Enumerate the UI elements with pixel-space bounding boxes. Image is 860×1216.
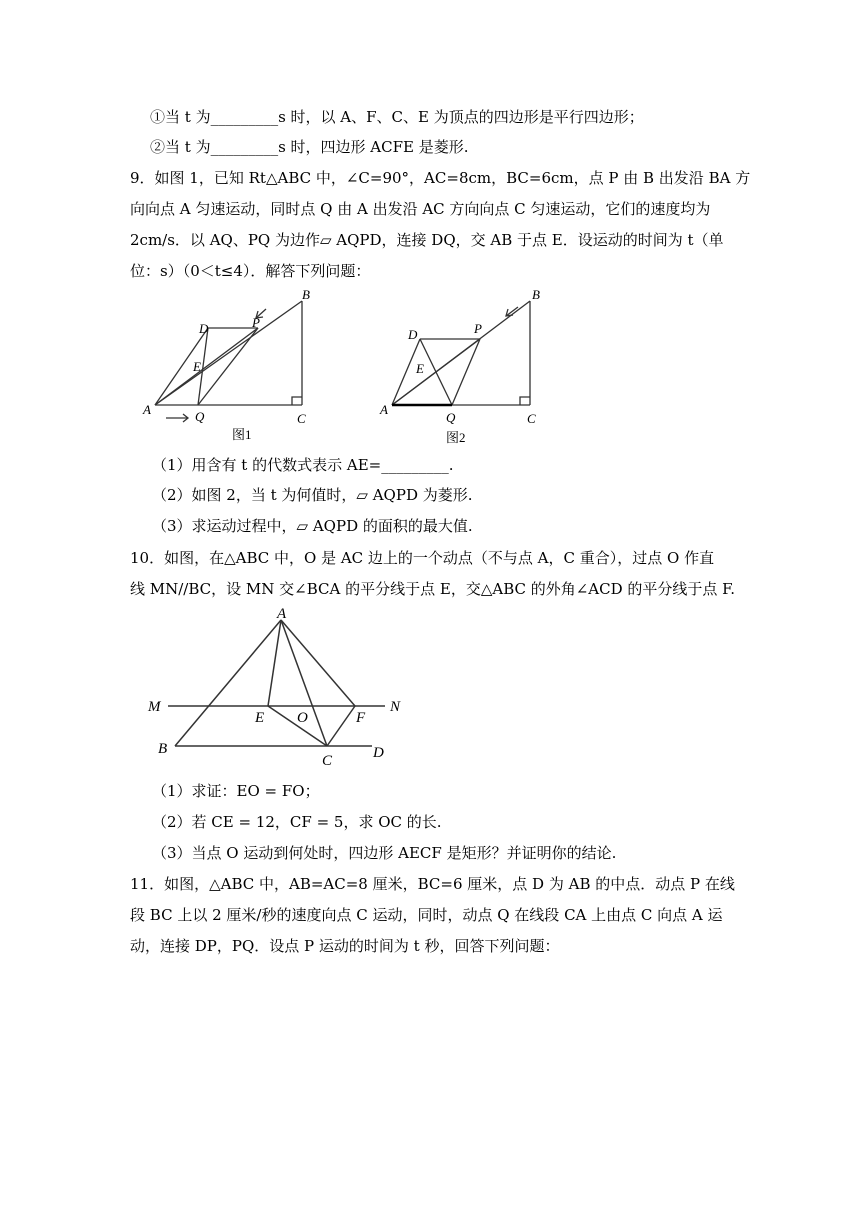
q9-text-line4: 位：s）（0＜t≤4）．解答下列问题：: [130, 262, 371, 280]
q10-text-line1: 10．如图，在△ABC 中，O 是 AC 边上的一个动点（不与点 A，C 重合），过点 O 作直: [130, 549, 715, 567]
q10-subq3: （3）当点 O 运动到何处时，四边形 AECF 是矩形？并证明你的结论.: [152, 844, 617, 862]
fig1-label-d: D: [199, 321, 209, 336]
fig3-label-o: O: [297, 710, 308, 726]
fig1-label-a: A: [143, 402, 151, 417]
q9-subq2: （2）如图 2，当 t 为何值时，▱ AQPD 为菱形.: [152, 486, 473, 504]
figure-1: [140, 283, 325, 448]
fig3-label-b: B: [158, 741, 168, 757]
fig2-label-q: Q: [446, 410, 456, 425]
q8-subq1: ①当 t 为_________s 时，以 A、F、C、E 为顶点的四边形是平行四边形；: [150, 108, 644, 126]
figure-3: [140, 605, 420, 770]
figure-2: [370, 283, 555, 448]
q11-text-line1: 11．如图，△ABC 中，AB=AC=8 厘米，BC=6 厘米，点 D 为 AB 的中点．动点 P 在线: [130, 875, 735, 893]
q10-subq1: （1）求证：EO = FO；: [152, 782, 320, 800]
fig2-label-p: P: [474, 321, 482, 336]
fig2-caption: 图2: [446, 430, 466, 445]
fig1-caption: 图1: [232, 427, 252, 442]
fig2-label-c: C: [527, 411, 536, 426]
q9-subq3: （3）求运动过程中，▱ AQPD 的面积的最大值.: [152, 517, 473, 535]
q9-subq1: （1）用含有 t 的代数式表示 AE=_________.: [152, 456, 454, 474]
q10-subq2: （2）若 CE = 12，CF = 5，求 OC 的长.: [152, 813, 442, 831]
fig3-label-f: F: [356, 710, 366, 726]
q9-text-line2: 向向点 A 匀速运动，同时点 Q 由 A 出发沿 AC 方向向点 C 匀速运动，它们的速度均为: [130, 200, 711, 218]
fig2-label-a: A: [380, 402, 388, 417]
q11-text-line3: 动，连接 DP，PQ．设点 P 运动的时间为 t 秒，回答下列问题：: [130, 937, 560, 955]
fig3-label-c: C: [322, 753, 333, 769]
fig2-label-d: D: [408, 327, 418, 342]
fig3-label-n: N: [390, 699, 401, 715]
fig1-label-p: P: [252, 315, 260, 330]
q11-text-line2: 段 BC 上以 2 厘米/秒的速度向点 C 运动，同时，动点 Q 在线段 CA 上由点 C 向点 A 运: [130, 906, 723, 924]
fig1-label-e: E: [193, 359, 201, 374]
fig2-label-b: B: [532, 287, 540, 302]
fig1-label-c: C: [297, 411, 306, 426]
q9-text-line1: 9．如图 1，已知 Rt△ABC 中，∠C=90°，AC=8cm，BC=6cm，点 P 由 B 出发沿 BA 方: [130, 169, 751, 187]
fig1-label-q: Q: [195, 409, 205, 424]
q8-subq2: ②当 t 为_________s 时，四边形 ACFE 是菱形.: [150, 138, 469, 156]
fig3-label-m: M: [148, 699, 161, 715]
q9-text-line3: 2cm/s．以 AQ、PQ 为边作▱ AQPD，连接 DQ，交 AB 于点 E．设运动的时间为 t（单: [130, 231, 724, 249]
fig3-label-e: E: [255, 710, 265, 726]
fig2-label-e: E: [416, 361, 424, 376]
q10-text-line2: 线 MN//BC，设 MN 交∠BCA 的平分线于点 E，交△ABC 的外角∠ACD 的平分线于点 F.: [130, 580, 736, 598]
fig3-label-d: D: [373, 745, 384, 761]
fig1-label-b: B: [302, 287, 310, 302]
fig3-label-a: A: [277, 606, 287, 622]
